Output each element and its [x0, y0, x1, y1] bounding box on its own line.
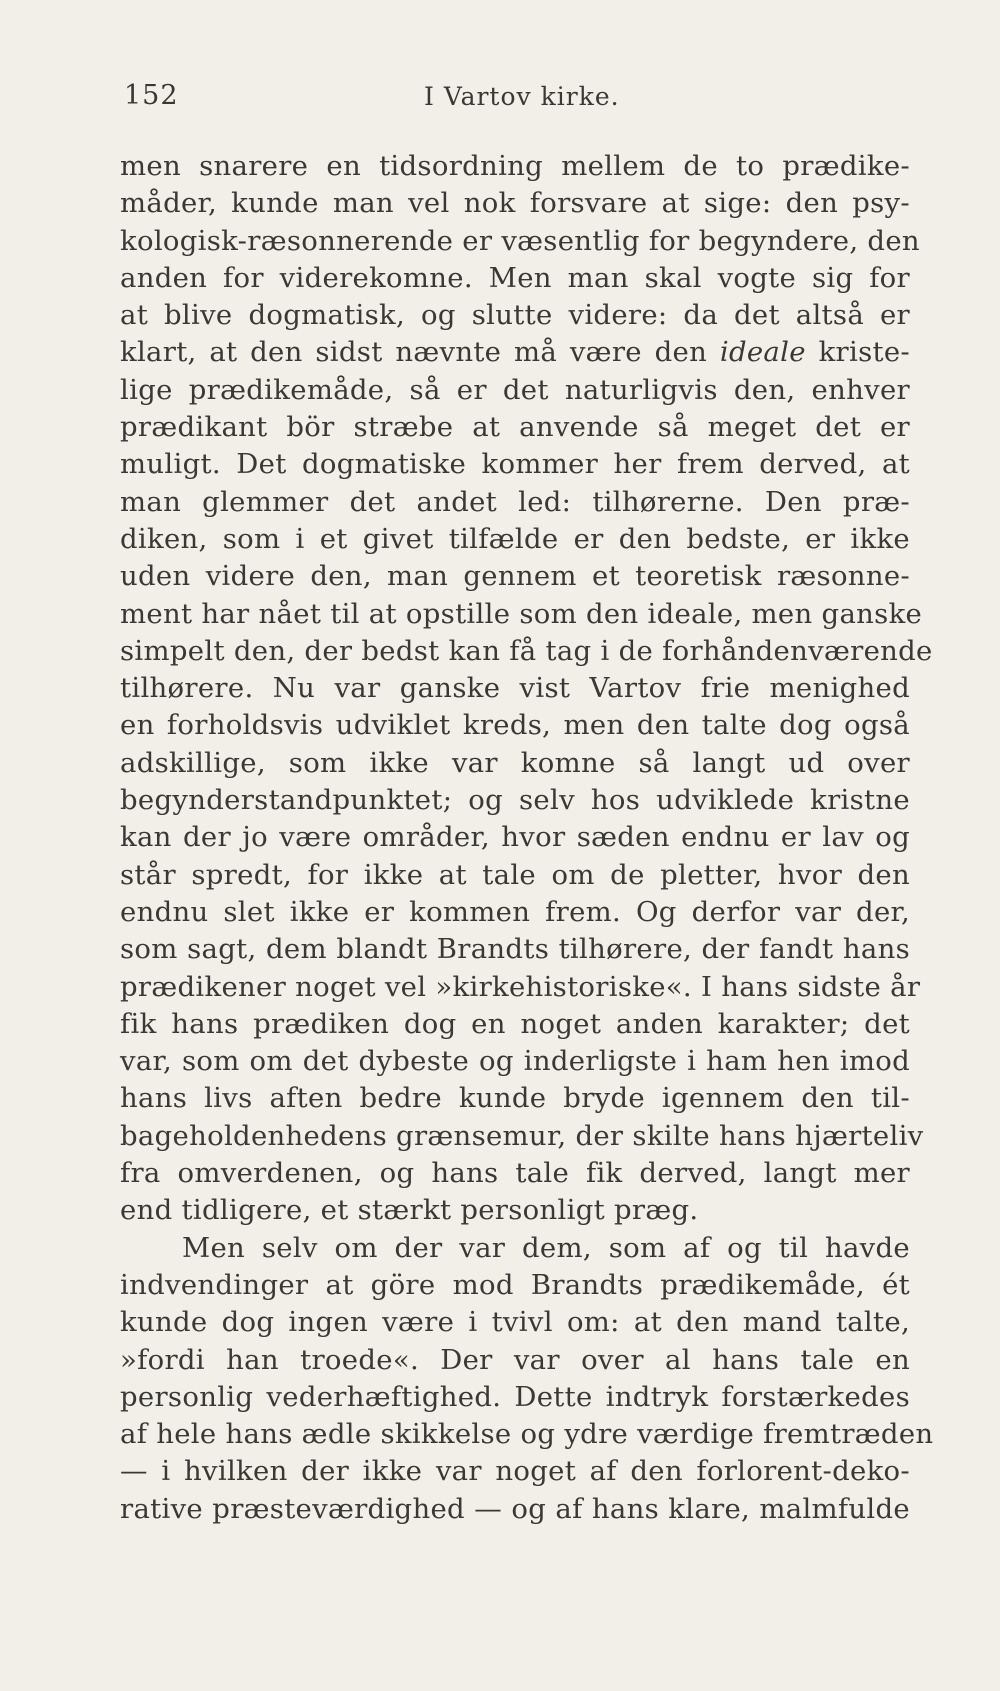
text-line: ment har nået til at opstille som den ideale, men ganske	[120, 597, 923, 630]
text-line: lige prædikemåde, så er det naturligvis den, enhver	[120, 373, 910, 406]
text-line: af hele hans ædle skikkelse og ydre værdige fremtræden	[120, 1418, 934, 1451]
text-line: rative præsteværdighed — og af hans klare, malmfulde	[120, 1492, 910, 1525]
text-line: prædikant bör stræbe at anvende så meget det er	[120, 411, 910, 444]
text-line: at blive dogmatisk, og slutte videre: da det altså er	[120, 299, 910, 332]
emphasized-word: ideale	[719, 336, 806, 369]
text-line: var, som om det dybeste og inderligste i ham hen imod	[120, 1045, 910, 1078]
text-fragment: kriste-	[818, 336, 911, 369]
text-line: bageholdenhedens grænsemur, der skilte hans hjærteliv	[120, 1119, 924, 1152]
body-text	[120, 148, 934, 1528]
text-line: hans livs aften bedre kunde bryde igennem den til-	[120, 1082, 910, 1115]
text-line: indvendinger at göre mod Brandts prædikemåde, ét	[120, 1268, 910, 1301]
text-line: muligt. Det dogmatiske kommer her frem derved, at	[120, 448, 910, 481]
text-line: endnu slet ikke er kommen frem. Og derfor var der,	[120, 895, 910, 928]
text-line: fra omverdenen, og hans tale fik derved, langt mer	[120, 1157, 910, 1190]
text-line: kan der jo være områder, hvor sæden endnu er lav og	[120, 821, 910, 854]
paragraph-first-line: Men selv om der var dem, som af og til havde	[182, 1231, 910, 1264]
text-line: simpelt den, der bedst kan få tag i de forhåndenværende	[120, 634, 933, 667]
paragraph-last-line: end tidligere, et stærkt personligt præg.	[120, 1194, 699, 1227]
running-title: I Vartov kirke.	[424, 82, 620, 111]
text-line: men snarere en tidsordning mellem de to prædike-	[120, 150, 910, 182]
text-line: fik hans prædiken dog en noget anden karakter; det	[120, 1007, 910, 1040]
text-line: måder, kunde man vel nok forsvare at sige: den psy-	[120, 187, 910, 220]
text-line	[120, 334, 910, 371]
text-line: kunde dog ingen være i tvivl om: at den mand talte,	[120, 1306, 910, 1339]
text-line: kologisk-ræsonnerende er væsentlig for begyndere, den	[120, 224, 920, 257]
text-line: som sagt, dem blandt Brandts tilhørere, der fandt hans	[120, 933, 910, 966]
running-head	[124, 80, 904, 114]
text-line: personlig vederhæftighed. Dette indtryk forstærkedes	[120, 1380, 910, 1413]
text-line: står spredt, for ikke at tale om de pletter, hvor den	[120, 858, 910, 891]
text-line: en forholdsvis udviklet kreds, men den talte dog også	[120, 709, 910, 742]
text-line: — i hvilken der ikke var noget af den forlorent-deko-	[120, 1455, 910, 1488]
page-number: 152	[124, 80, 179, 111]
text-fragment: klart, at den sidst nævnte må være den	[120, 336, 708, 369]
text-line: diken, som i et givet tilfælde er den bedste, er ikke	[120, 522, 910, 555]
text-line: prædikener noget vel »kirkehistoriske«. I hans sidste år	[120, 970, 921, 1003]
text-line: adskillige, som ikke var komne så langt ud over	[120, 746, 910, 779]
text-line: anden for viderekomne. Men man skal vogte sig for	[120, 261, 910, 294]
text-line: tilhørere. Nu var ganske vist Vartov frie menighed	[120, 672, 910, 705]
text-line: uden videre den, man gennem et teoretisk ræsonne-	[120, 560, 910, 593]
text-line: begynderstandpunktet; og selv hos udviklede kristne	[120, 784, 910, 817]
text-line: man glemmer det andet led: tilhørerne. Den præ-	[120, 485, 910, 518]
text-line: »fordi han troede«. Der var over al hans tale en	[120, 1343, 910, 1376]
